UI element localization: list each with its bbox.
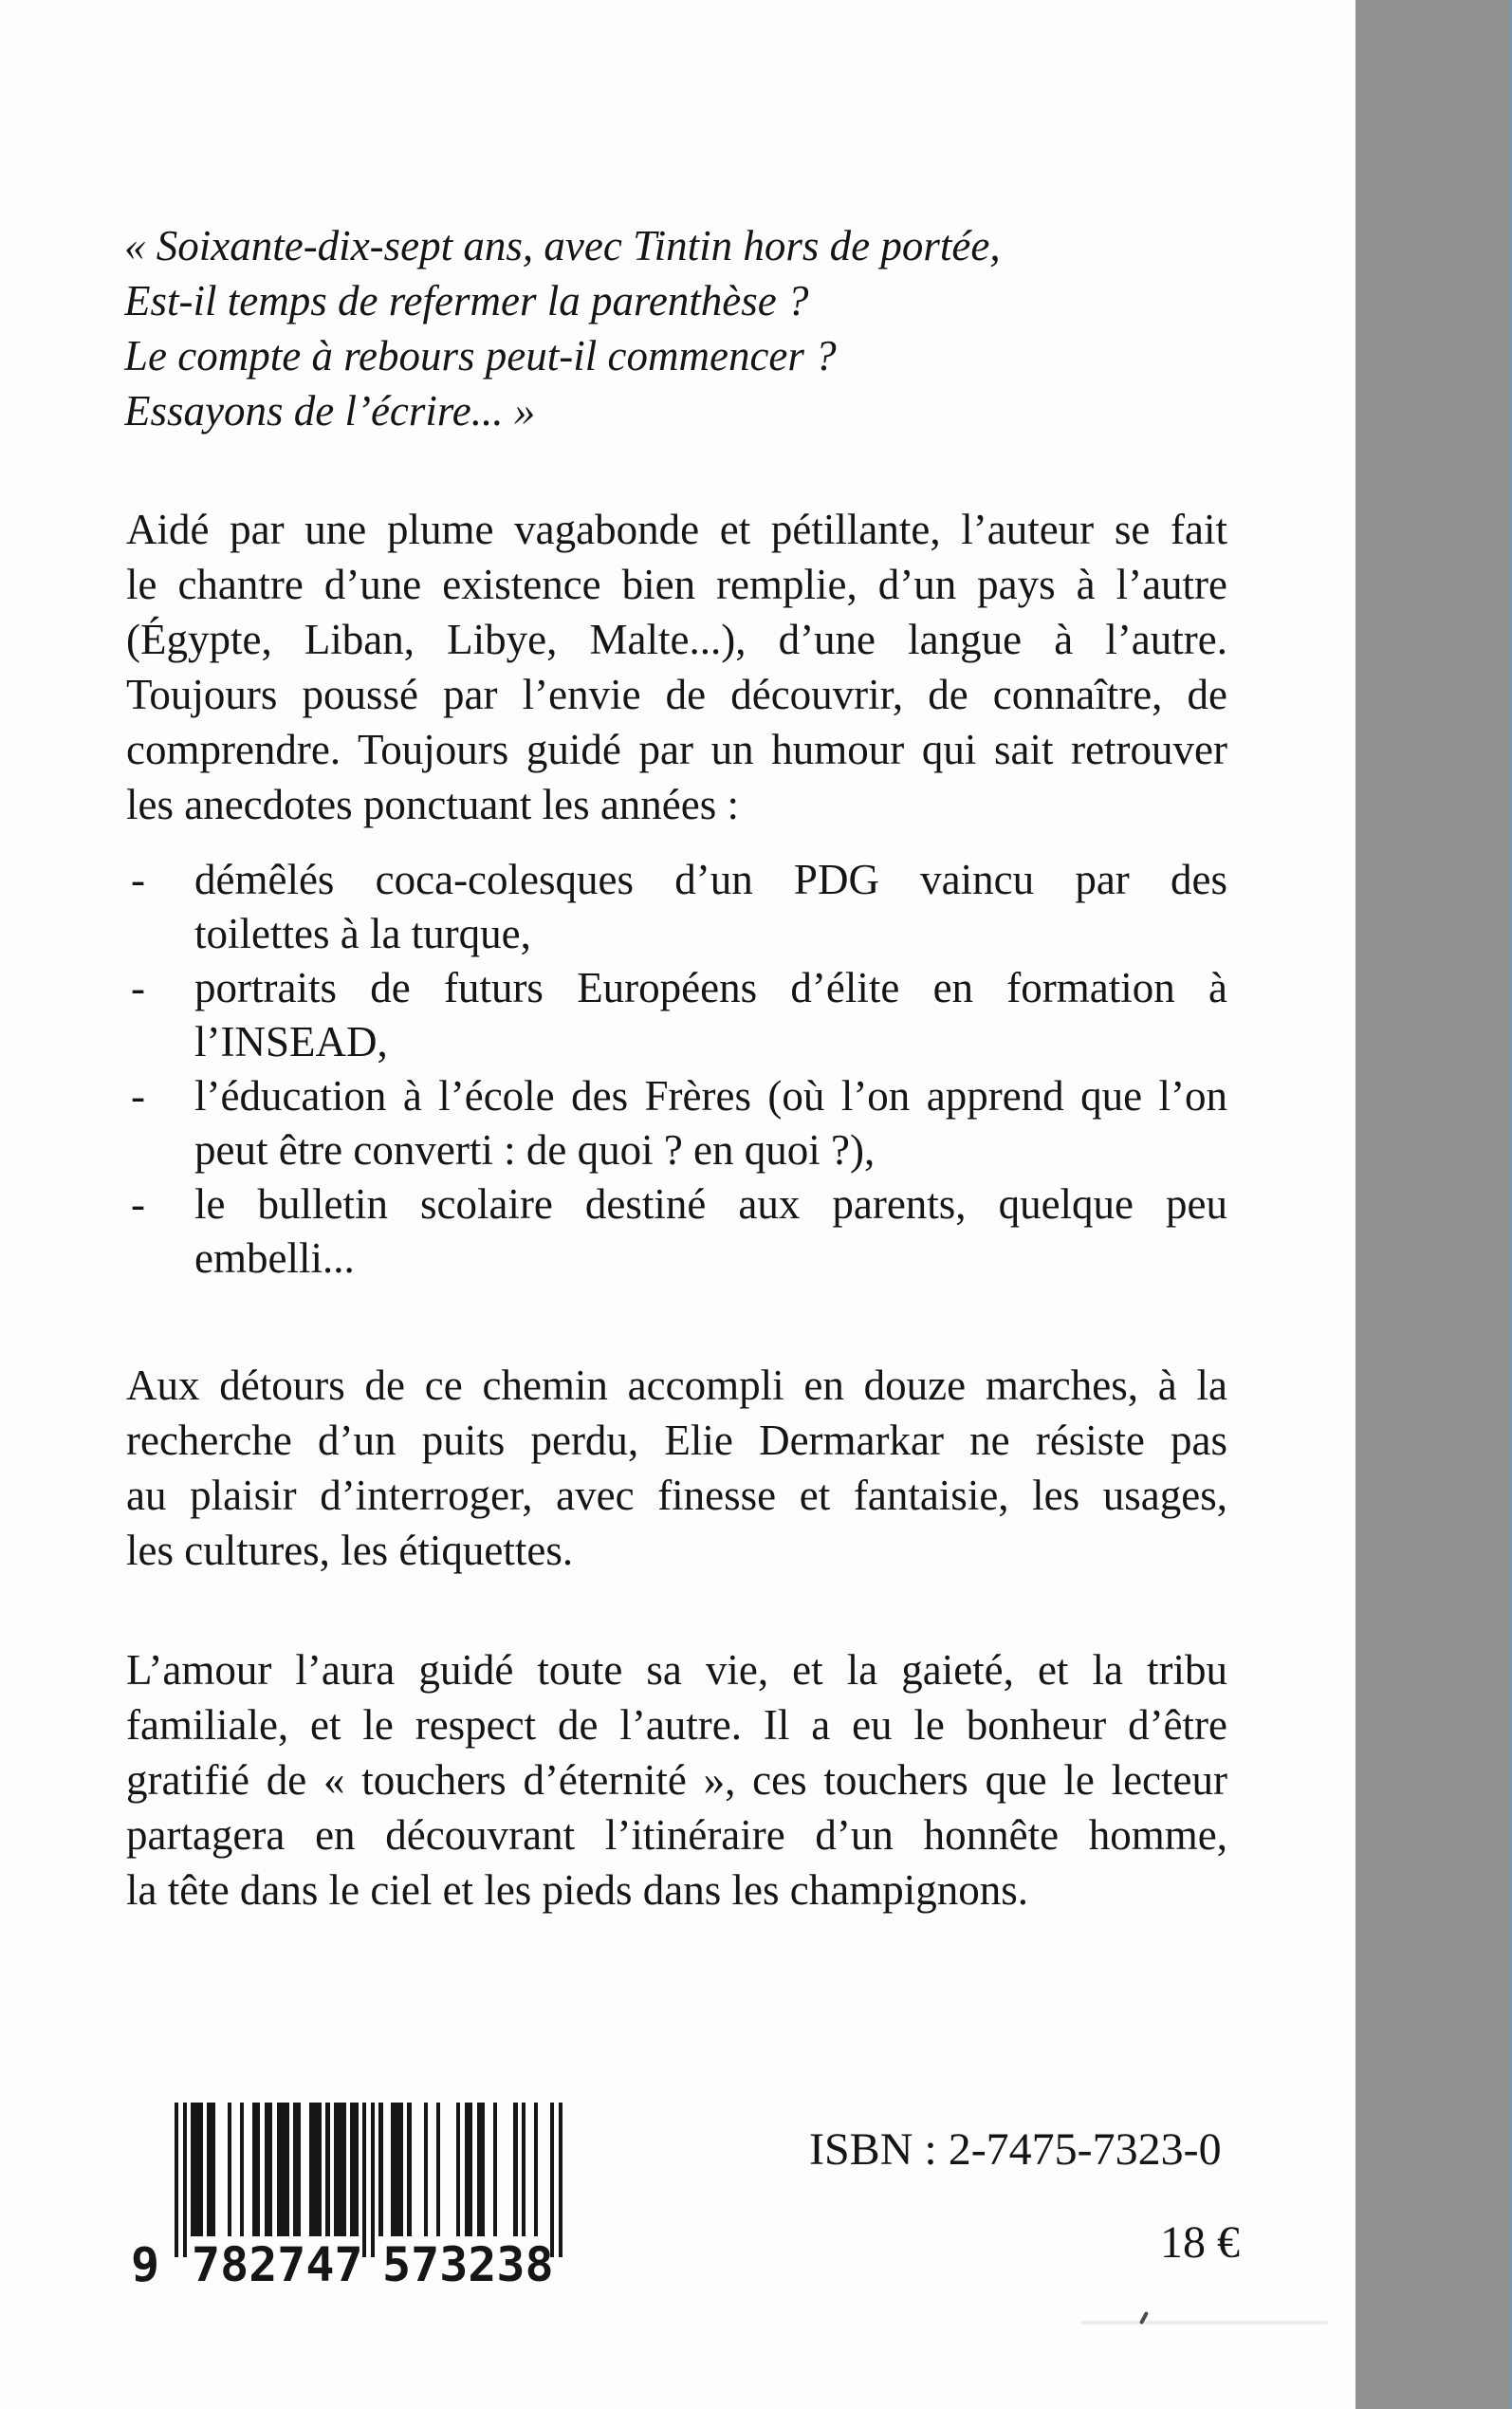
- text-line: (Égypte, Liban, Libye, Malte...), d’une langue à l’autre.: [126, 616, 1227, 663]
- list-item-dash: -: [131, 1180, 145, 1228]
- text-line: « Soixante-dix-sept ans, avec Tintin hors de portée,: [124, 222, 1001, 269]
- text-line: au plaisir d’interroger, avec finesse et fantaisie, les usages,: [126, 1472, 1227, 1519]
- barcode-bar: [228, 2103, 231, 2236]
- barcode-bar: [391, 2103, 403, 2236]
- paragraph-summary: [126, 1358, 1227, 1578]
- isbn-text: ISBN : 2-7475-7323-0: [809, 2124, 1222, 2175]
- list-item: [126, 1177, 1227, 1286]
- barcode-bar: [493, 2103, 497, 2236]
- barcode-bar: [456, 2103, 460, 2236]
- barcode-bar: [559, 2103, 562, 2257]
- text-line: démêlés coca-colesques d’un PDG vaincu par des: [194, 856, 1227, 903]
- barcode-bar: [191, 2103, 203, 2236]
- text-line: la tête dans le ciel et les pieds dans les champignons.: [126, 1866, 1028, 1914]
- barcode-bar: [436, 2103, 440, 2236]
- text-line: le bulletin scolaire destiné aux parents, quelque peu: [194, 1180, 1227, 1228]
- barcode-bar: [252, 2103, 261, 2236]
- text-line: les anecdotes ponctuant les années :: [126, 781, 740, 828]
- ean13-barcode: [131, 2103, 577, 2292]
- barcode-bar: [407, 2103, 411, 2236]
- barcode-bar: [334, 2103, 346, 2236]
- text-line: l’éducation à l’école des Frères (où l’on apprend que l’on: [194, 1072, 1227, 1120]
- text-line: peut être converti : de quoi ? en quoi ?),: [194, 1126, 876, 1174]
- barcode-bar: [362, 2103, 366, 2257]
- barcode-bar: [277, 2103, 289, 2236]
- text-line: Toujours poussé par l’envie de découvrir, de connaître, de: [126, 671, 1227, 718]
- barcode-bar: [350, 2103, 359, 2236]
- barcode-bar: [371, 2103, 375, 2257]
- list-item: [126, 1069, 1227, 1177]
- barcode-bar: [477, 2103, 486, 2236]
- barcode-bar: [240, 2103, 244, 2236]
- text-line: les cultures, les étiquettes.: [126, 1527, 574, 1574]
- text-line: Aux détours de ce chemin accompli en douze marches, à la: [126, 1362, 1227, 1409]
- print-smudge-artifact: [1081, 2321, 1328, 2325]
- anecdotes-list: [126, 853, 1227, 1286]
- barcode-bar: [465, 2103, 473, 2236]
- barcode-first-digit: 9: [131, 2237, 160, 2292]
- text-line: partagera en découvrant l’itinéraire d’un honnête homme,: [126, 1811, 1227, 1859]
- barcode-left-digits: 782747: [192, 2237, 363, 2292]
- barcode-bar: [207, 2103, 215, 2236]
- text-line: Aidé par une plume vagabonde et pétillante, l’auteur se fait: [126, 506, 1227, 553]
- text-line: Est-il temps de refermer la parenthèse ?: [124, 277, 809, 324]
- text-line: recherche d’un puits perdu, Elie Dermarkar ne résiste pas: [126, 1417, 1227, 1464]
- text-line: comprendre. Toujours guidé par un humour qui sait retrouver: [126, 726, 1227, 773]
- barcode-bar: [513, 2103, 517, 2236]
- text-line: familiale, et le respect de l’autre. Il a eu le bonheur d’être: [126, 1701, 1227, 1749]
- list-item: [126, 961, 1227, 1069]
- paragraph-closing: [126, 1642, 1227, 1918]
- barcode-bar: [265, 2103, 273, 2236]
- barcode-bar: [325, 2103, 329, 2236]
- text-line: portraits de futurs Européens d’élite en formation à: [194, 964, 1227, 1011]
- text-line: gratifié de « touchers d’éternité », ces touchers que le lecteur: [126, 1756, 1227, 1804]
- list-item-dash: -: [131, 1072, 145, 1120]
- barcode-bar: [534, 2103, 538, 2236]
- barcode-bar: [293, 2103, 302, 2236]
- text-line: L’amour l’aura guidé toute sa vie, et la gaieté, et la tribu: [126, 1646, 1227, 1694]
- barcode-bar: [522, 2103, 526, 2236]
- text-line: embelli...: [194, 1234, 355, 1282]
- text-line: Essayons de l’écrire... »: [124, 387, 536, 435]
- barcode-bar: [378, 2103, 382, 2236]
- barcode-bars: [175, 2103, 562, 2257]
- paragraph-intro: [126, 502, 1227, 832]
- barcode-bar: [424, 2103, 428, 2236]
- list-item-dash: -: [131, 964, 145, 1011]
- text-line: le chantre d’une existence bien remplie, d’un pays à l’autre: [126, 561, 1227, 608]
- text-line: toilettes à la turque,: [194, 910, 531, 957]
- epigraph-quote: [124, 218, 1187, 438]
- list-item: [126, 853, 1227, 961]
- list-item-dash: -: [131, 856, 145, 903]
- price-text: 18 €: [1160, 2217, 1240, 2268]
- barcode-bar: [309, 2103, 322, 2236]
- barcode-bar: [183, 2103, 187, 2257]
- cover-right-gray-band: [1355, 0, 1512, 2409]
- barcode-bar: [550, 2103, 554, 2257]
- barcode-right-digits: 573238: [382, 2237, 554, 2292]
- text-line: Le compte à rebours peut-il commencer ?: [124, 332, 837, 380]
- text-line: l’INSEAD,: [194, 1018, 388, 1066]
- barcode-bar: [175, 2103, 178, 2257]
